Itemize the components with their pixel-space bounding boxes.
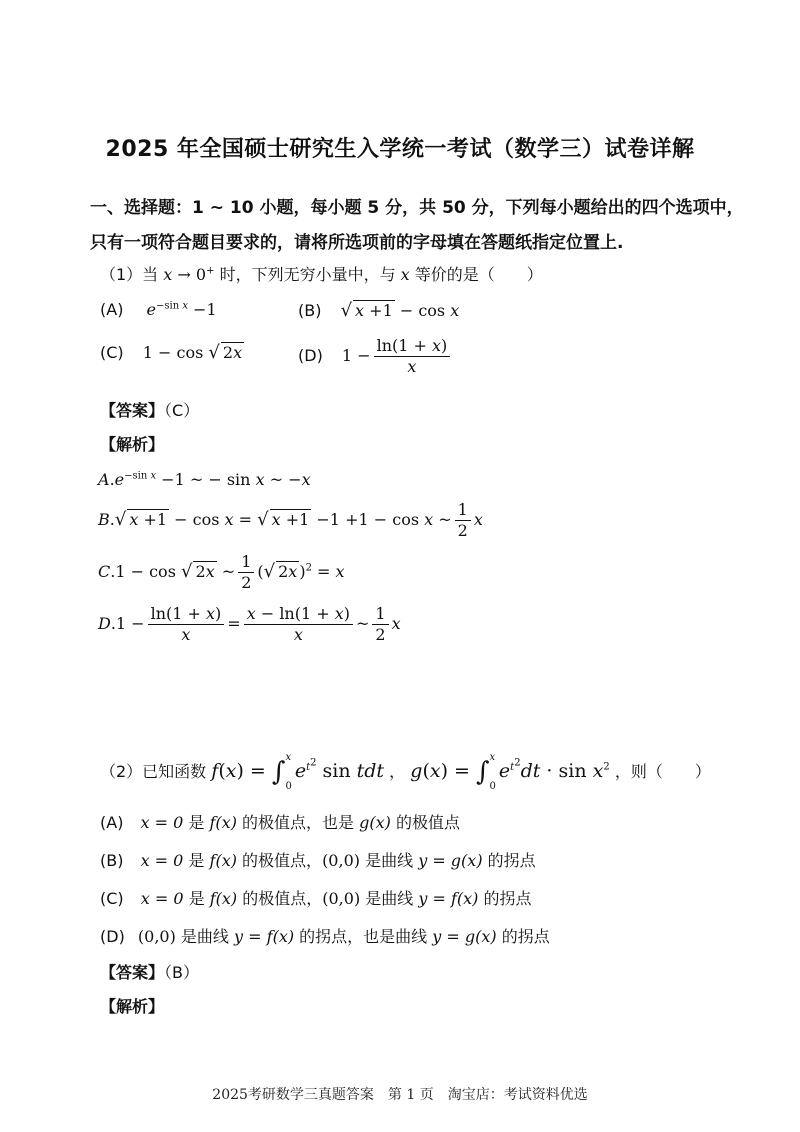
- analysis-line-d: D.1 − $\frac{\ln(1 + x)}{x}$ = $\frac{x - \ln(1 + x)}{x}$ ~ $\frac{1}{2}$ x: [98, 604, 401, 644]
- q2-option-c: (C) x = 0 是 f(x) 的极值点，(0,0) 是曲线 y = f(x) 的拐点: [100, 889, 532, 908]
- q1-option-d: (D) 1 − $\frac{\ln(1 + x)}{x}$: [298, 336, 453, 377]
- section-heading-line1: 一、选择题：1 ~ 10 小题，每小题 5 分，共 50 分，下列每小题给出的四个选项中，: [90, 198, 744, 218]
- q1-option-c: (C) 1 − cos √ 2x: [100, 342, 243, 363]
- q2-answer: 【答案】（B）: [100, 963, 199, 982]
- q2-stem: （2）已知函数 f(x) = ∫ x 0 $e^{t^2}$ sin tdt ， g(x) = ∫ x 0 $e^{t^2}dt \cdot \sin x^2$ ，则（ ）: [100, 752, 711, 792]
- analysis-line-a: $A.e^{-sin x} -1$ ~ − sin x ~ −x: [98, 470, 311, 489]
- q2-option-a: (A) x = 0 是 f(x) 的极值点，也是 g(x) 的极值点: [100, 813, 460, 832]
- page-footer: 2025考研数学三真题答案 第 1 页 淘宝店：考试资料优选: [212, 1087, 588, 1103]
- q1-stem: （1）当 x → 0+ 时，下列无穷小量中，与 x 等价的是（ ）: [100, 265, 543, 284]
- q2-option-b: (B) x = 0 是 f(x) 的极值点，(0,0) 是曲线 y = g(x) 的拐点: [100, 851, 536, 870]
- analysis-line-c: C.1 − cos √ 2x ~ $\frac{1}{2}$ (√ 2x )$^2$ = x: [98, 552, 345, 592]
- page-title: 2025 年全国硕士研究生入学统一考试（数学三）试卷详解: [105, 137, 695, 162]
- q1-option-b: (B) √ x +1 − cos x: [298, 300, 460, 321]
- q1-analysis-label: 【解析】: [100, 435, 165, 454]
- q1-option-a: (A) $e^{-sin x} -1$: [100, 300, 217, 319]
- analysis-line-b: B.√ x +1 − cos x = √ x +1 −1 +1 − cos x ~ $\frac{1}{2}$ x: [98, 500, 483, 540]
- section-heading-line2: 只有一项符合题目要求的，请将所选项前的字母填在答题纸指定位置上.: [90, 233, 624, 253]
- q1-answer: 【答案】（C）: [100, 401, 200, 420]
- q2-option-d: (D) (0,0) 是曲线 y = f(x) 的拐点，也是曲线 y = g(x) 的拐点: [100, 927, 550, 946]
- q2-analysis-label: 【解析】: [100, 997, 165, 1016]
